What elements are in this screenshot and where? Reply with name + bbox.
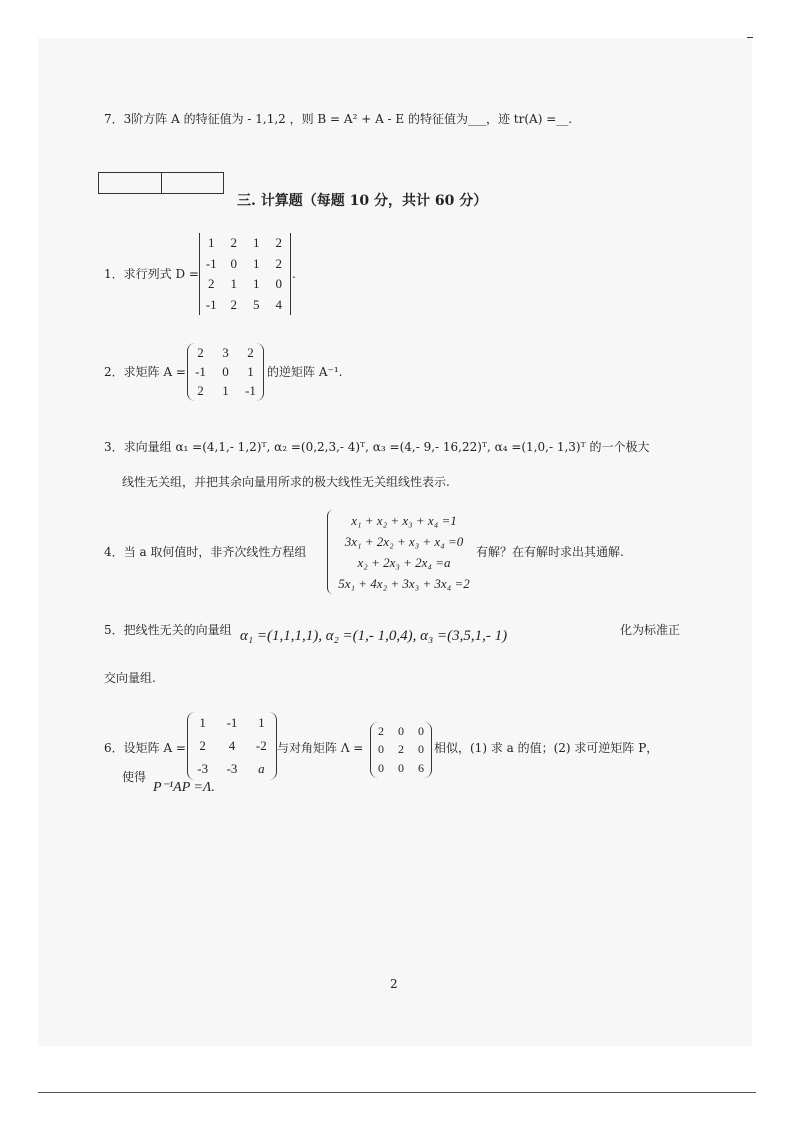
q4-equation-system [327, 510, 474, 594]
matrix-cell: 6 [418, 761, 424, 776]
matrix-cell: 0 [275, 276, 282, 292]
page-number: 2 [390, 977, 398, 991]
equation: 5x₁ + 4x₂ + 3x₃ + 3x₄ =2 [338, 576, 470, 591]
matrix-cell: 2 [275, 255, 282, 271]
score-box [98, 172, 224, 194]
matrix-cell: 2 [197, 383, 204, 399]
matrix-cell: 4 [275, 296, 282, 312]
matrix-cell: 3 [222, 344, 229, 360]
section-title: 三. 计算题（每题 10 分，共计 60 分） [237, 193, 488, 209]
matrix-cell: 1 [258, 715, 265, 731]
q3-line1: 3．求向量组 α₁ =(4,1,- 1,2)ᵀ, α₂ =(0,2,3,- 4)ᵀ, α₃ =(4,- 9,- 16,22)ᵀ, α₄ =(1,0,- 1,3)ᵀ 的一个极大 [104, 440, 650, 454]
score-cell [99, 173, 162, 193]
matrix-cell: 1 [253, 235, 260, 251]
matrix-cell: 2 [378, 723, 384, 738]
q2-after: 的逆矩阵 A⁻¹. [267, 365, 343, 379]
matrix-cell: 2 [197, 344, 204, 360]
matrix-cell: 2 [230, 296, 237, 312]
q5-tail: 化为标准正 [620, 623, 681, 637]
q1-period: . [292, 267, 296, 281]
matrix-cell: 0 [378, 742, 384, 757]
matrix-cell: 0 [418, 742, 424, 757]
matrix-cell: -1 [205, 255, 217, 271]
corner-mark [747, 37, 753, 38]
matrix-cell: a [258, 760, 265, 776]
matrix-cell: 1 [247, 363, 254, 379]
bottom-rule [38, 1092, 756, 1093]
q4-label: 4．当 a 取何值时，非齐次线性方程组 [104, 545, 307, 559]
matrix-cell: 1 [253, 255, 260, 271]
q6-mid: 与对角矩阵 Λ = [277, 741, 364, 755]
q4-after: 有解？在有解时求出其通解. [476, 545, 624, 559]
matrix-cell: 2 [247, 344, 254, 360]
q6-formula: P⁻¹AP =Λ. [153, 780, 215, 795]
matrix-cell: -1 [205, 296, 217, 312]
matrix-cell: 0 [230, 255, 237, 271]
matrix-cell: 1 [208, 235, 215, 251]
matrix-cell: 0 [418, 723, 424, 738]
q6-label: 6．设矩阵 A = [104, 741, 186, 755]
q6-after: 相似，(1) 求 a 的值；(2) 求可逆矩阵 P， [434, 741, 659, 755]
matrix-cell: 1 [230, 276, 237, 292]
matrix-cell: -3 [226, 760, 238, 776]
equation: x₁ + x₂ + x₃ + x₄ =1 [351, 513, 457, 528]
matrix-cell: 1 [222, 383, 229, 399]
q2-matrix [187, 343, 264, 401]
matrix-cell: 5 [253, 296, 260, 312]
q6-matrix-lambda [370, 722, 432, 778]
matrix-cell: -2 [255, 737, 267, 753]
matrix-cell: 0 [398, 761, 404, 776]
matrix-cell: 2 [208, 276, 215, 292]
matrix-cell: -3 [197, 760, 209, 776]
matrix-cell: 2 [199, 737, 206, 753]
q6-line2: 使得 [122, 770, 147, 784]
q3-line2: 线性无关组，并把其余向量用所求的极大线性无关组线性表示. [122, 475, 450, 489]
q1-label: 1．求行列式 D = [104, 267, 199, 281]
matrix-cell: 4 [228, 737, 236, 753]
matrix-cell: 2 [275, 235, 282, 251]
equation: x₂ + 2x₃ + 2x₄ =a [357, 555, 451, 570]
matrix-cell: -1 [195, 363, 206, 379]
matrix-cell: -1 [226, 715, 238, 731]
q6-matrix-a [187, 712, 277, 780]
matrix-cell: 0 [398, 723, 404, 738]
matrix-cell: 2 [398, 742, 404, 757]
grader-cell [162, 173, 224, 193]
matrix-cell: 1 [253, 276, 260, 292]
matrix-cell: 0 [378, 761, 384, 776]
matrix-cell: 2 [230, 235, 237, 251]
matrix-cell: -1 [245, 383, 256, 399]
q5-line2: 交向量组. [104, 671, 156, 685]
q5-line1: 5．把线性无关的向量组 [104, 623, 232, 637]
q1-determinant [199, 233, 291, 315]
question-7: 7．3阶方阵 A 的特征值为 - 1,1,2 ，则 B = A² + A - E 的特征值为___，迹 tr(A) =__. [104, 112, 573, 126]
matrix-cell: 1 [199, 715, 206, 731]
matrix-cell: 0 [222, 363, 229, 379]
q5-vectors: α₁ =(1,1,1,1), α₂ =(1,- 1,0,4), α₃ =(3,5,1,- 1) [240, 628, 508, 644]
q2-label: 2．求矩阵 A = [104, 365, 186, 379]
equation: 3x₁ + 2x₂ + x₃ + x₄ =0 [344, 534, 464, 549]
